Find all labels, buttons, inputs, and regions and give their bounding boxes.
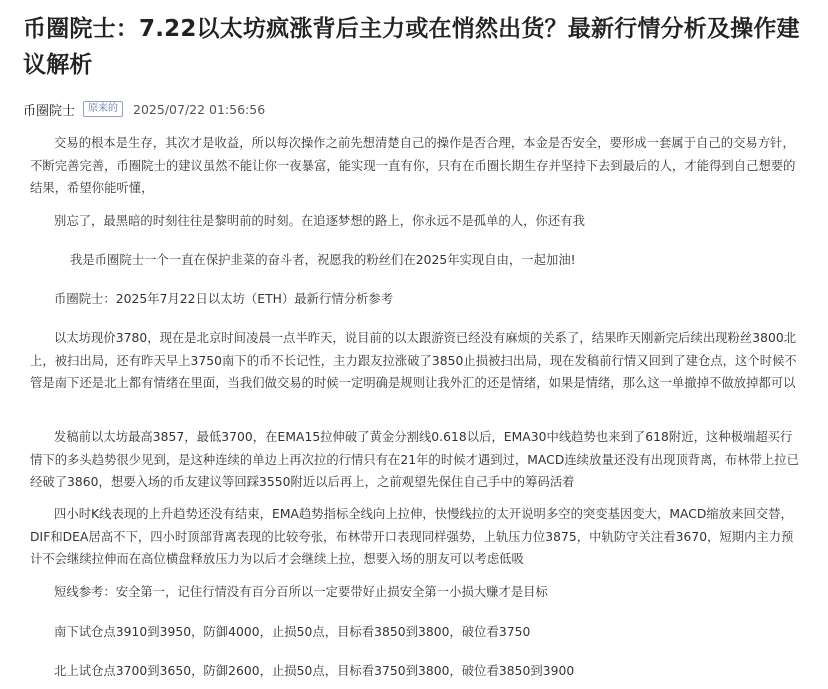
article-meta xyxy=(23,99,265,119)
paragraph-4h-analysis: 四小时K线表现的上升趋势还没有结束，EMA趋势指标全线向上拉伸，快慢线拉的太开说明多空的突变基因变大，MACD缩放来回交替，DIF和DEA居高不下，四小时顶部背离表现的比较夸张，布林带开口表现同样强势，上轨压力位3875，中轨防守关注看3670，短期内主力预计不会继续拉伸而在高位横盘释放压力为以后才会继续上拉，想要入场的朋友可以考虑低吸 xyxy=(30,507,794,566)
paragraph-darkest: 别忘了，最黑暗的时刻往往是黎明前的时刻。在追逐梦想的路上，你永远不是孤单的人，你还有我 xyxy=(54,214,585,228)
paragraph-self-intro: 我是币圈院士一个一直在保护韭菜的奋斗者，祝愿我的粉丝们在2025年实现自由，一起加油! xyxy=(70,253,576,267)
paragraph-long-plan: 北上试仓点3700到3650，防御2600，止损50点，目标看3750到3800，破位看3850到3900 xyxy=(54,664,575,678)
paragraph-price-now: 以太坊现价3780，现在是北京时间凌晨一点半昨天，说目前的以太跟游资已经没有麻烦的关系了，结果昨天刚新完后续出现粉丝3800北上，被扫出局，还有昨天早上3750南下的币不长记性，主力跟友拉涨破了3850止损被扫出局，现在发稿前行情又回到了建仓点，这个时候不管是南下还是北上都有情绪在里面，当我们做交易的时候一定明确是规则让我外汇的还是情绪，如果是情绪，那么这一单撤掉不做放掉都可以 xyxy=(30,331,797,390)
paragraph-short-term: 短线参考：安全第一，记住行情没有百分百所以一定要带好止损安全第一小损大赚才是目标 xyxy=(54,585,548,599)
paragraph-intro: 交易的根本是生存，其次才是收益，所以每次操作之前先想清楚自己的操作是否合理，本金是否安全，要形成一套属于自己的交易方针，不断完善完善，币圈院士的建议虽然不能让你一夜暴富，能实现一直有你，只有在币圈长期生存并坚持下去到最后的人，才能得到自己想要的结果，希望你能听懂， xyxy=(30,136,796,195)
article-title: 币圈院士：7.22以太坊疯涨背后主力或在悄然出货？最新行情分析及操作建议解析 xyxy=(23,16,800,78)
publish-date: 2025/07/22 01:56:56 xyxy=(133,101,266,117)
paragraph-short-plan: 南下试仓点3910到3950，防御4000，止损50点，目标看3850到3800，破位看3750 xyxy=(54,625,531,639)
paragraph-subtitle: 币圈院士：2025年7月22日以太坊（ETH）最新行情分析参考 xyxy=(54,292,394,306)
original-badge: 原来的 xyxy=(83,101,123,117)
author-name[interactable]: 币圈院士 xyxy=(23,103,76,119)
paragraph-daily-analysis: 发稿前以太坊最高3857，最低3700，在EMA15拉伸破了黄金分割线0.618以后，EMA30中线趋势也来到了618附近，这种极端超买行情下的多头趋势很少见到，是这种连续的单边上再次拉的行情只有在21年的时候才遇到过，MACD连续放量还没有出现顶背离，布林带上拉已经破了3860，想要入场的币友建议等回踩3550附近以后再上，之前观望先保住自己手中的筹码活着 xyxy=(30,430,799,489)
